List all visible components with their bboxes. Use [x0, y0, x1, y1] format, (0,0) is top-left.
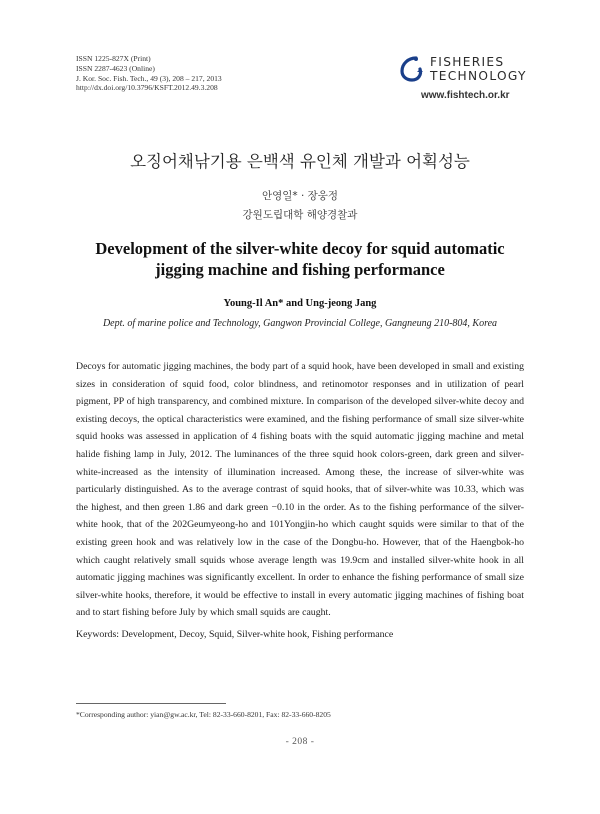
english-affiliation: Dept. of marine police and Technology, Gangwon Provincial College, Gangneung 210-804, Korea [102, 318, 498, 329]
page-number: - 208 - [285, 737, 315, 747]
footnote-divider [76, 703, 226, 704]
hook-logo-icon [398, 56, 426, 82]
journal-url[interactable]: www.fishtech.or.kr [421, 90, 510, 101]
doi-link[interactable]: http://dx.doi.org/10.3796/KSFT.2012.49.3.208 [76, 83, 218, 93]
corresponding-author-footnote: *Corresponding author: yian@gw.ac.kr, Tel: 82-33-660-8201, Fax: 82-33-660-8205 [76, 710, 331, 719]
english-title-line-2: jigging machine and fishing performance [155, 260, 445, 279]
logo-line-2: TECHNOLOGY [430, 69, 527, 83]
english-authors: Young-Il An* and Ung-jeong Jang [223, 298, 377, 309]
korean-authors: 안영일* · 장웅정 [261, 190, 339, 202]
journal-meta [76, 54, 222, 93]
issn-online: ISSN 2287-4623 (Online) [76, 63, 155, 73]
issn-print: ISSN 1225-827X (Print) [76, 54, 151, 63]
english-title [60, 238, 540, 280]
korean-affiliation: 강원도립대학 해양경찰과 [242, 209, 358, 221]
abstract-text: Decoys for automatic jigging machines, the body part of a squid hook, have been developed in small and existing sizes in consideration of squid food, color blindness, and retinomotor responses and in utilization of pearl pigment, PP of high transparency, and combined mixture. In comparison of the developed silver-white decoy and existing decoys, the optical characteristics were examined, and the fishing performance of small size silver-white squid hooks was assessed in application of 4 fishing boats with the squid automatic jigging machine and metal halide fishing lamp in July, 2012. The luminances of the three squid hook colors-green, dark green and silver-white-increased as the intensity of illumination increased. Among these, the increase of silver-white was particularly distinguished. As to the average contrast of squid hooks, that of silver-white was 10.33, which was the highest, and then green 1.86 and dark green −0.10 in the order. As to the fishing performance of the silver-white hook, that of the 202Geumyeong-ho and 101Yongjin-ho which caught squids were similar to that of the existing green hook and was relatively low in the case of the Dongbu-ho. However, that of the Haengbok-ho which caught relatively small squids whose average length was 19.9cm and installed silver-white hook in all automatic jigging machines was significantly excellent. In order to enhance the fishing performance of small size silver-white hooks, therefore, it would be effective to install in every automatic jigging machines of fishing boat and to start fishing before July by which small squids are caught. [76, 361, 524, 619]
logo-wordmark [430, 55, 527, 83]
korean-title: 오징어채낚기용 은백색 유인체 개발과 어획성능 [130, 152, 470, 171]
journal-logo [392, 52, 532, 104]
keywords: Keywords: Development, Decoy, Squid, Silver-white hook, Fishing performance [76, 629, 394, 640]
english-title-line-1: Development of the silver-white decoy for squid automatic [95, 239, 505, 258]
journal-citation: J. Kor. Soc. Fish. Tech., 49 (3), 208 – 217, 2013 [76, 73, 222, 83]
logo-line-1: FISHERIES [430, 55, 505, 69]
